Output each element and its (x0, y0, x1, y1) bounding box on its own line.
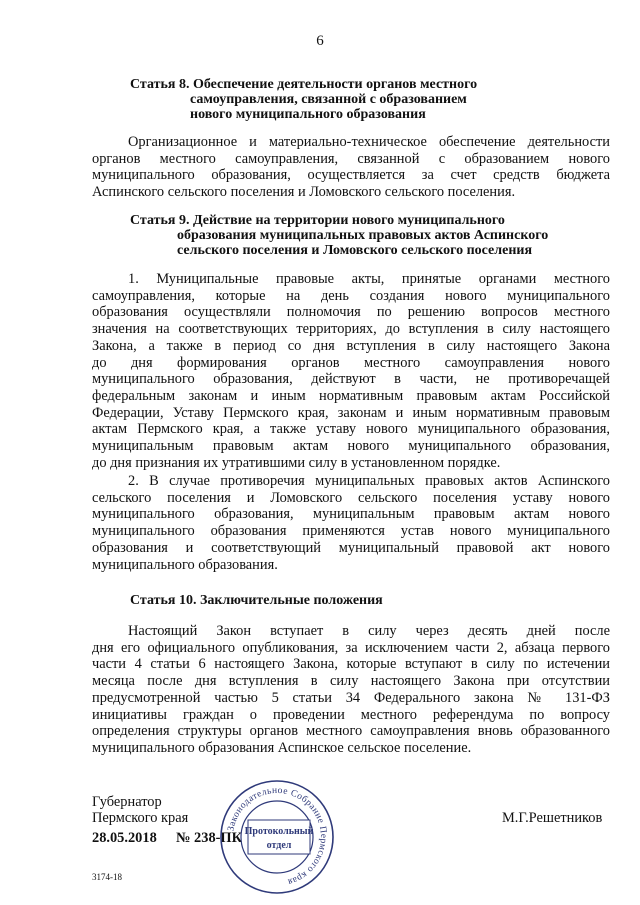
text-line: предусмотренной частью 5 статьи 34 Федерального закона № 131-ФЗ (92, 689, 610, 706)
article-8-heading (130, 77, 610, 122)
text-line: муниципального образования, муниципальным правовым актам нового (92, 506, 610, 523)
text-line: Организационное и материально-техническое обеспечение деятельности (128, 134, 610, 150)
article-10-heading (130, 593, 610, 608)
signatory-title (92, 794, 188, 826)
document-number: № 238-ПК (176, 830, 243, 846)
text-line: самоуправления, которые на день создания нового муниципального (92, 287, 610, 304)
article-9-heading (130, 213, 610, 258)
text-line: муниципального образования. (92, 556, 278, 573)
article-10-heading-line: Статья 10. Заключительные положения (130, 593, 383, 608)
text-line: актам Пермского края, а также уставу нового муниципального образования, (92, 421, 610, 438)
text-line: образования осуществляли полномочия по решению вопросов местного (92, 304, 610, 321)
text-line: муниципального образования Аспинское сельское поселение. (92, 739, 472, 756)
document-code: 3174-18 (92, 872, 122, 882)
article-9-heading-line: образования муниципальных правовых актов Аспинского (177, 228, 549, 243)
text-line: 1. Муниципальные правовые акты, принятые органами местного (128, 271, 610, 287)
text-line: месяца после дня вступления в силу настоящего Закона при отсутствии (92, 673, 610, 690)
article-8-text (92, 134, 610, 201)
article-9-heading-line: сельского поселения и Ломовского сельского поселения (177, 243, 533, 258)
text-line: определения структуры органов местного самоуправления вновь образованного (92, 723, 610, 740)
signatory-title-line: Пермского края (92, 810, 189, 826)
document-date: 28.05.2018 (92, 830, 157, 846)
seal-center-line-2: отдел (266, 840, 292, 851)
official-seal (218, 778, 336, 896)
text-line: образования и соответствующий муниципальный правовой акт нового (92, 539, 610, 556)
text-line: части 4 статьи 6 настоящего Закона, которые вступают в силу по истечении (92, 656, 610, 673)
text-line: инициативы граждан о проведении местного референдума по вопросу (92, 706, 610, 723)
text-line: Настоящий Закон вступает в силу через десять дней после (128, 623, 610, 639)
text-line: дня его официального опубликования, за исключением части 2, абзаца первого (92, 639, 610, 656)
page-number: 6 (316, 33, 324, 49)
signatory-title-line: Губернатор (92, 794, 162, 810)
article-8-heading-line: Статья 8. Обеспечение деятельности органов местного (130, 77, 478, 92)
seal-center-line-1: Протокольный (244, 826, 314, 837)
text-line: муниципальным правовым актам нового муниципального образования, (92, 438, 610, 455)
text-line: Аспинского сельского поселения и Ломовского сельского поселения. (92, 184, 516, 201)
text-line: муниципального образования применяются устав нового муниципального (92, 523, 610, 540)
text-line: федеральным законам и иным нормативным правовым актам Российской (92, 387, 610, 404)
text-line: Федерации, Уставу Пермского края, законам и иным нормативным правовым (92, 404, 610, 421)
article-9-paragraph-1 (92, 271, 610, 471)
text-line: Закона, а также в период со дня вступления в силу настоящего Закона (92, 337, 610, 354)
article-8-heading-line: самоуправления, связанной с образованием (190, 92, 467, 107)
text-line: 2. В случае противоречия муниципальных правовых актов Аспинского (128, 473, 610, 489)
article-8-heading-line: нового муниципального образования (190, 107, 426, 122)
text-line: муниципального образования, осуществляется за счет средств бюджета (92, 167, 610, 184)
text-line: до дня признания их утратившими силу в установленном порядке. (92, 454, 501, 471)
text-line: муниципального образования, действуют в части, не противоречащей (92, 371, 610, 388)
signatory-name: М.Г.Решетников (502, 810, 603, 826)
text-line: органов местного самоуправления, связанной с образованием нового (92, 150, 610, 167)
text-line: значения на соответствующих территориях, до вступления в силу настоящего (92, 321, 610, 338)
article-10-text (92, 623, 610, 757)
article-9-heading-line: Статья 9. Действие на территории нового муниципального (130, 213, 505, 228)
text-line: до дня формирования органов местного самоуправления нового (92, 354, 610, 371)
seal-ring-text-path: Законодательное Собрание Пермского края (226, 785, 329, 887)
text-line: сельского поселения и Ломовского сельского поселения уставу нового (92, 489, 610, 506)
article-9-paragraph-2 (92, 473, 610, 573)
